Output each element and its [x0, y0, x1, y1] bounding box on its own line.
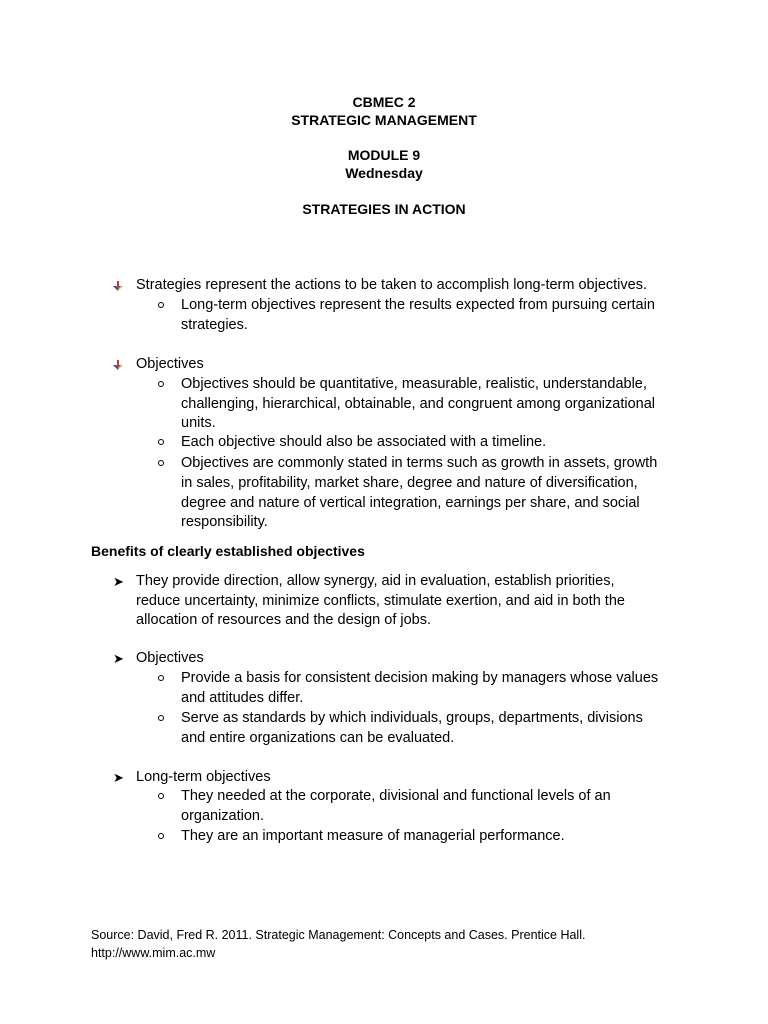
list-item: Objectives are commonly stated in terms such as growth in assets, growth [181, 455, 658, 471]
hollow-circle-icon [158, 439, 164, 445]
list-item-continuation: reduce uncertainty, minimize conflicts, stimulate exertion, and aid in both the [136, 593, 625, 609]
course-code: CBMEC 2 [352, 94, 416, 110]
module-day: Wednesday [345, 165, 423, 181]
list-item-continuation: challenging, hierarchical, obtainable, and congruent among organizational [181, 396, 655, 412]
list-item-continuation: organization. [181, 808, 265, 824]
page-title: STRATEGIES IN ACTION [302, 201, 466, 217]
list-item: Objectives [136, 356, 204, 372]
multicolor-down-arrow-icon [113, 281, 123, 291]
source-url[interactable]: http://www.mim.ac.mw [91, 946, 216, 960]
hollow-circle-icon [158, 833, 164, 839]
list-item-continuation: allocation of resources and the design of jobs. [136, 612, 432, 628]
list-item-continuation: and entire organizations can be evaluated. [181, 730, 455, 746]
list-item: Strategies represent the actions to be taken to accomplish long-term objectives. [136, 277, 647, 293]
multicolor-down-arrow-icon [113, 360, 123, 370]
list-item: Each objective should also be associated with a timeline. [181, 434, 547, 450]
source-citation: Source: David, Fred R. 2011. Strategic Management: Concepts and Cases. Prentice Hall. [91, 928, 586, 942]
arrowhead-icon: ➤ [113, 651, 124, 666]
list-item-continuation: responsibility. [181, 514, 268, 530]
list-item-continuation: degree and nature of vertical integration, earnings per share, and social [181, 495, 640, 511]
arrowhead-icon: ➤ [113, 770, 124, 785]
hollow-circle-icon [158, 381, 164, 387]
module-number: MODULE 9 [347, 147, 421, 163]
course-title: STRATEGIC MANAGEMENT [291, 112, 477, 128]
list-item: Long-term objectives [136, 769, 271, 785]
section-heading: Benefits of clearly established objectives [91, 543, 365, 559]
hollow-circle-icon [158, 675, 164, 681]
list-item: They provide direction, allow synergy, aid in evaluation, establish priorities, [136, 573, 615, 589]
list-item: They are an important measure of managerial performance. [181, 828, 565, 844]
hollow-circle-icon [158, 460, 164, 466]
list-item: Objectives should be quantitative, measurable, realistic, understandable, [181, 376, 647, 392]
list-item: Long-term objectives represent the results expected from pursuing certain [181, 297, 655, 313]
hollow-circle-icon [158, 302, 164, 308]
list-item: Provide a basis for consistent decision making by managers whose values [181, 670, 659, 686]
list-item: Serve as standards by which individuals, groups, departments, divisions [181, 710, 643, 726]
arrowhead-icon: ➤ [113, 574, 124, 589]
list-item: They needed at the corporate, divisional and functional levels of an [181, 788, 611, 804]
list-item: Objectives [136, 650, 204, 666]
hollow-circle-icon [158, 793, 164, 799]
list-item-continuation: and attitudes differ. [181, 690, 304, 706]
list-item-continuation: in sales, profitability, market share, degree and nature of diversification, [181, 475, 638, 491]
hollow-circle-icon [158, 715, 164, 721]
list-item-continuation: units. [181, 415, 216, 431]
list-item-continuation: strategies. [181, 317, 248, 333]
